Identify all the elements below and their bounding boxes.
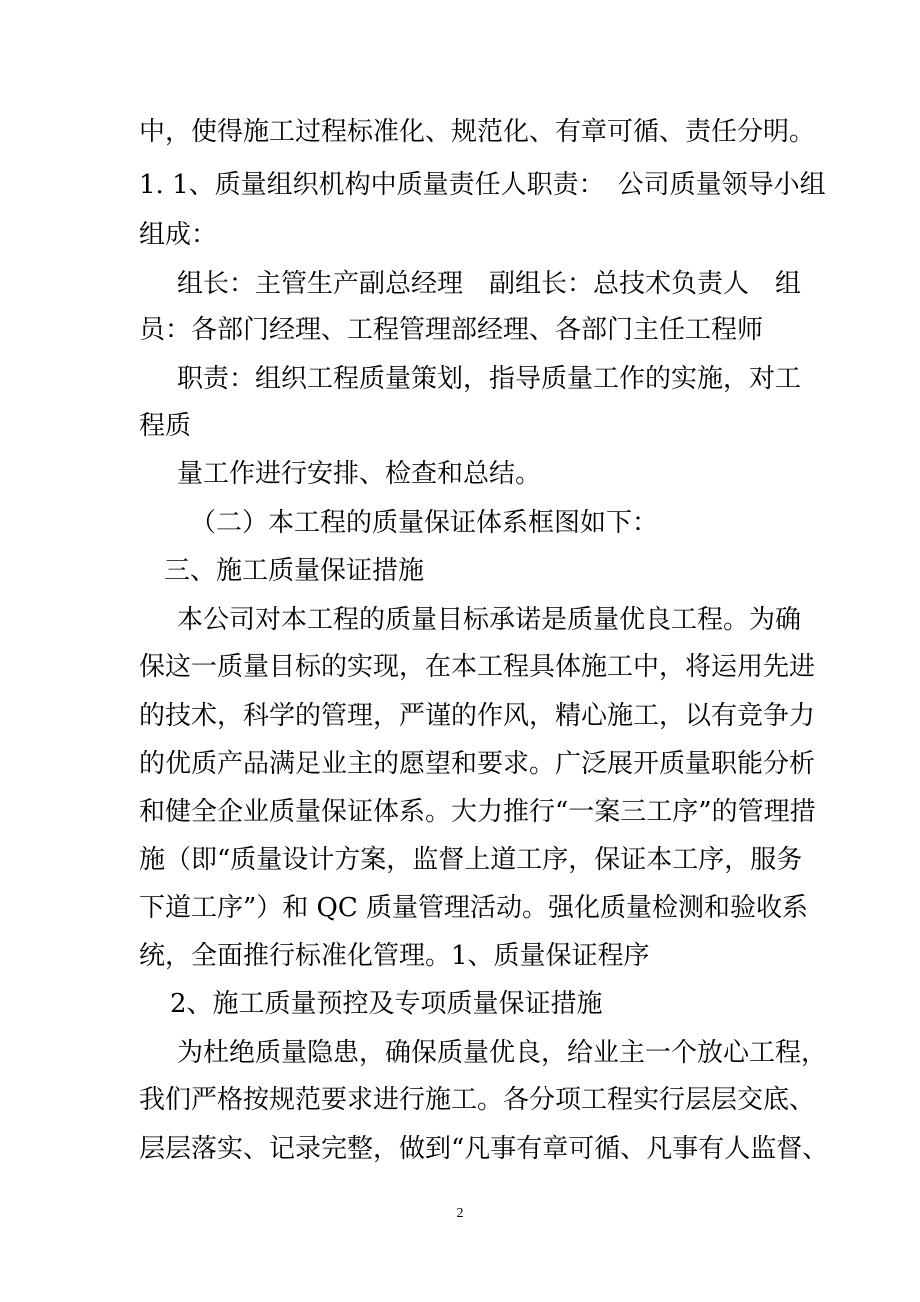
- section-heading: 三、施工质量保证措施: [164, 556, 425, 586]
- section-heading: 1. 1、质量组织机构中质量责任人职责： 公司质量领导小组: [139, 170, 826, 200]
- section-heading: 2、施工质量预控及专项质量保证措施: [170, 989, 603, 1019]
- text-line: 中，使得施工过程标准化、规范化、有章可循、责任分明。: [139, 117, 816, 147]
- text-line: 保这一质量目标的实现，在本工程具体施工中，将运用先进: [139, 652, 816, 682]
- text-line: 职责：组织工程质量策划，指导质量工作的实施，对工: [177, 364, 802, 394]
- text-line: 统，全面推行标准化管理。1、质量保证程序: [139, 941, 650, 971]
- text-line: 程质: [139, 411, 192, 441]
- text-line: 本公司对本工程的质量目标承诺是质量优良工程。为确: [177, 605, 802, 635]
- text-line: 的优质产品满足业主的愿望和要求。广泛展开质量职能分析: [139, 749, 816, 779]
- text-line: 施（即“质量设计方案，监督上道工序，保证本工序，服务: [139, 845, 803, 875]
- text-line: 量工作进行安排、检查和总结。: [177, 459, 542, 489]
- text-line: 的技术，科学的管理，严谨的作风，精心施工，以有竞争力: [139, 701, 816, 731]
- text-line: 为杜绝质量隐患，确保质量优良，给业主一个放心工程，: [177, 1038, 828, 1068]
- section-heading: （二）本工程的质量保证体系框图如下：: [190, 508, 659, 538]
- text-line: 下道工序”）和 QC 质量管理活动。强化质量检测和验收系: [139, 893, 809, 923]
- text-line: 员：各部门经理、工程管理部经理、各部门主任工程师: [139, 315, 764, 345]
- text-line: 组成：: [139, 220, 218, 250]
- text-line: 我们严格按规范要求进行施工。各分项工程实行层层交底、: [139, 1085, 816, 1115]
- text-line: 层层落实、记录完整，做到“凡事有章可循、凡事有人监督、: [139, 1134, 829, 1164]
- text-line: 和健全企业质量保证体系。大力推行“一案三工序”的管理措: [139, 797, 816, 827]
- page-number: 2: [456, 1206, 464, 1221]
- text-line: 组长：主管生产副总经理 副组长：总技术负责人 组: [177, 269, 802, 299]
